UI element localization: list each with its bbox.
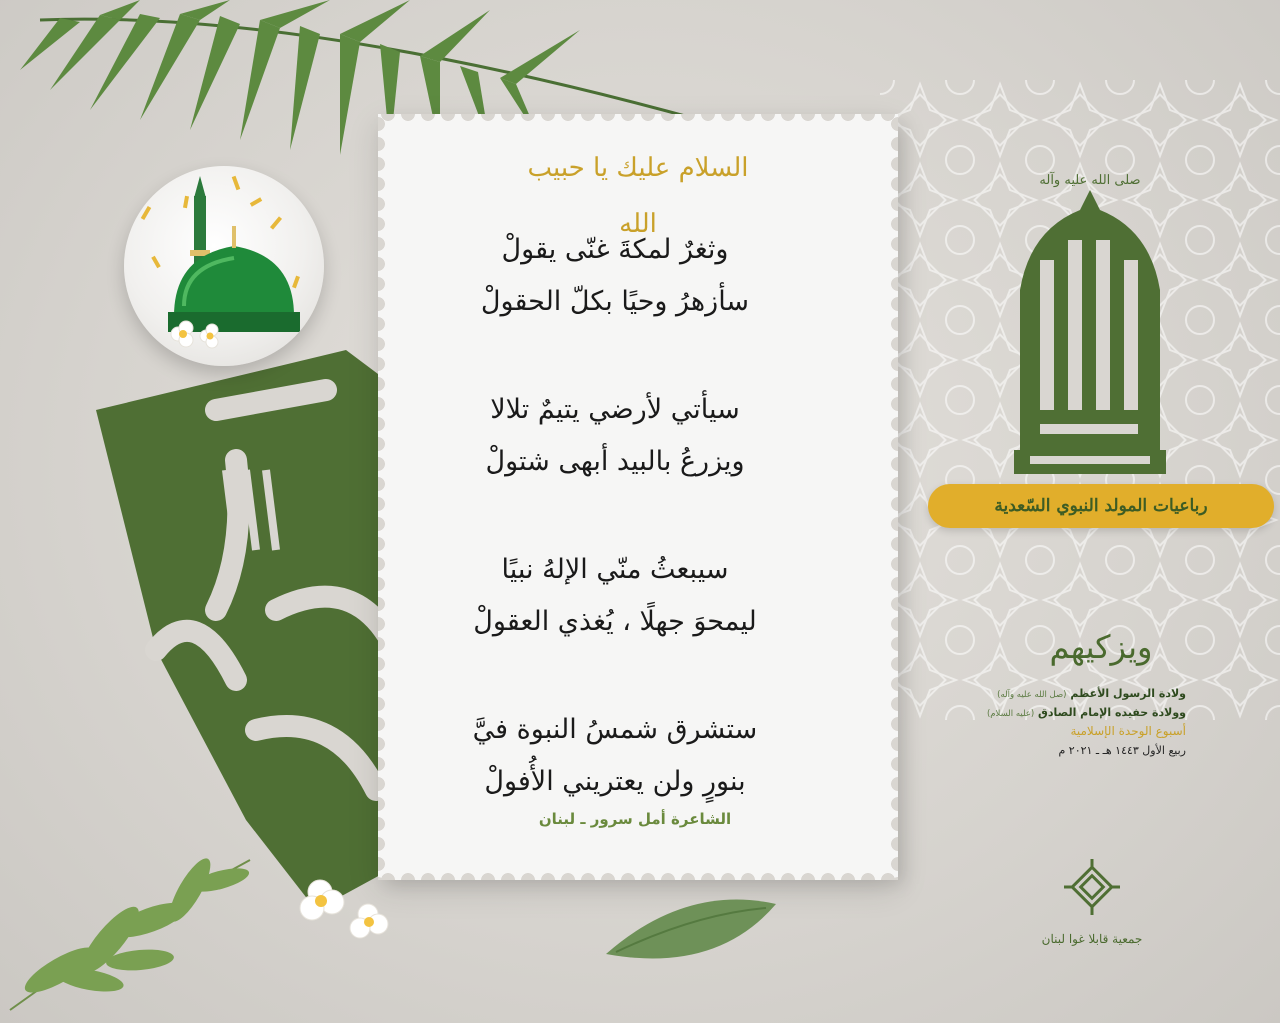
event-line-2-main: وولادة حفيده الإمام الصادق: [1038, 706, 1186, 719]
event-line-1: [990, 684, 1186, 703]
event-line-3: أسبوع الوحدة الإسلامية: [1070, 724, 1186, 738]
poem-line: وثغرٌ لمكةَ غنّى يقولْ: [501, 234, 729, 265]
header-calligraphy: السلام عليك يا حبيب الله: [527, 153, 749, 239]
event-title: ويزكيهم: [1049, 628, 1153, 666]
event-line-2-note: (عليه السلام): [986, 709, 1035, 719]
habib-allah-logo: [1000, 150, 1180, 480]
event-date: ربيع الأول ١٤٤٣ هـ ـ ٢٠٢١ م: [1058, 744, 1186, 757]
stanza-2: [420, 384, 810, 488]
stanza-1: [420, 224, 810, 328]
association-logo-icon: [1060, 855, 1124, 919]
ribbon-banner: رباعيات المولد النبوي السّعدية: [928, 484, 1274, 528]
leaf-decoration: [596, 884, 786, 974]
leaves-decoration: [0, 820, 260, 1020]
poem-line: ستشرق شمسُ النبوة فيَّ: [472, 714, 758, 745]
salawat-text: صلى الله عليه وآله: [1039, 173, 1141, 188]
event-line-2: [986, 703, 1186, 722]
association-name: جمعية قابلا غوا لبنان: [1041, 932, 1143, 946]
poem-line: ليمحوَ جهلًا ، يُغذي العقولْ: [473, 606, 757, 637]
poet-credit: الشاعرة أمل سرور ـ لبنان: [538, 810, 732, 828]
poem-line: ويزرعُ بالبيد أبهى شتولْ: [485, 446, 745, 477]
event-line-1-main: ولادة الرسول الأعظم: [1070, 687, 1186, 700]
poem: [420, 224, 810, 808]
flower-icon: [290, 866, 400, 946]
stanza-3: [420, 544, 810, 648]
poem-line: بنورٍ ولن يعتريني الأُفولْ: [484, 766, 746, 797]
poem-line: سأزهرُ وحيًا بكلّ الحقولْ: [480, 286, 750, 317]
mosque-medallion: [124, 166, 324, 366]
event-line-1-note: (صل الله عليه وآله): [997, 690, 1067, 700]
green-dome-icon: [124, 166, 324, 366]
flower-icon: [164, 316, 224, 352]
stanza-4: [420, 704, 810, 808]
event-info: [986, 684, 1186, 760]
poem-line: سيبعثُ منّي الإلهُ نبيًا: [501, 554, 729, 585]
poem-line: سيأتي لأرضي يتيمٌ تلالا: [490, 394, 740, 425]
